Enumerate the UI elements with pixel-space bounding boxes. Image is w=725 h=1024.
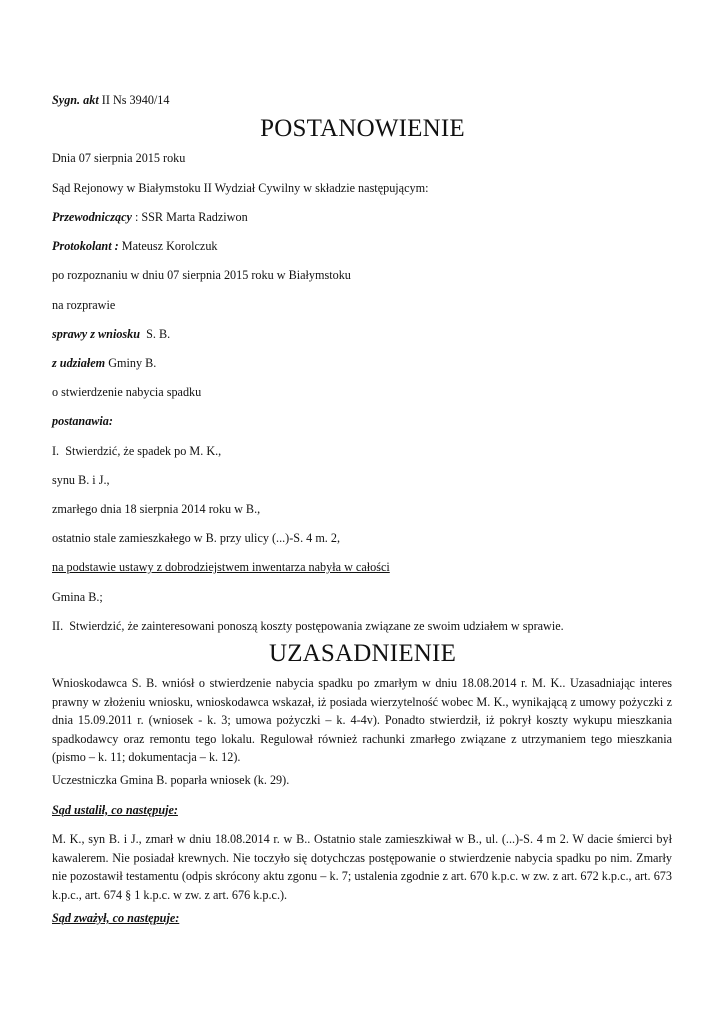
- ruling-1-line-1: I. Stwierdzić, że spadek po M. K.,: [52, 444, 222, 458]
- document-title: POSTANOWIENIE: [260, 115, 465, 142]
- ruling-1-line-5: na podstawie ustawy z dobrodziejstwem inwentarza nabyła w całości: [52, 560, 390, 574]
- subject-line: o stwierdzenie nabycia spadku: [52, 385, 202, 399]
- ruling-1-line-4: ostatnio stale zamieszkałego w B. przy ulicy (...)-S. 4 m. 2,: [52, 531, 341, 545]
- clerk-line: [52, 239, 218, 254]
- justification-paragraph-2: Uczestniczka Gmina B. poparła wniosek (k. 29).: [52, 773, 290, 787]
- case-value: S. B.: [140, 327, 171, 341]
- hearing-line: po rozpoznaniu w dniu 07 sierpnia 2015 roku w Białymstoku: [52, 268, 351, 282]
- case-line: [52, 327, 170, 342]
- chair-line: [52, 210, 248, 225]
- ruling-1-line-3: zmarłego dnia 18 sierpnia 2014 roku w B.,: [52, 502, 261, 516]
- session-line: na rozprawie: [52, 298, 116, 312]
- participant-label: z udziałem: [52, 356, 106, 370]
- findings-heading: Sąd ustalił, co następuje:: [52, 803, 178, 817]
- court-line: Sąd Rejonowy w Białymstoku II Wydział Cywilny w składzie następującym:: [52, 181, 429, 195]
- date-line: Dnia 07 sierpnia 2015 roku: [52, 151, 186, 165]
- participant-line: [52, 356, 156, 371]
- case-reference: [52, 93, 170, 108]
- decides-label: postanawia:: [52, 414, 113, 428]
- chair-label: Przewodniczący: [52, 210, 132, 224]
- case-reference-value: II Ns 3940/14: [98, 93, 170, 107]
- ruling-1-line-6: Gmina B.;: [52, 590, 103, 604]
- participant-value: Gminy B.: [105, 356, 157, 370]
- considered-heading: Sąd zważył, co następuje:: [52, 911, 180, 925]
- clerk-label: Protokolant :: [52, 239, 119, 253]
- justification-paragraph-1: Wnioskodawca S. B. wniósł o stwierdzenie nabycia spadku po zmarłym w dniu 18.08.2014 r. M. K.. Uzasadniając interes prawny w złożeniu wniosku, wnioskodawca wskazał, iż posiada wierzytelność wobec M. K., wynikającą z umowy pożyczki z dnia 15.09.2011 r. (wniosek - k. 3; umowa pożyczki – k. 4-4v). Ponadto stwierdził, iż pokrył koszty wykupu mieszkania spadkodawcy oraz remontu tego lokalu. Regulował również rachunki zmarłego związane z utrzymaniem tego mieszkania (pismo – k. 11; dokumentacja – k. 12).: [52, 676, 672, 764]
- ruling-2: II. Stwierdzić, że zainteresowani ponoszą koszty postępowania związane ze swoim udziałem w sprawie.: [52, 619, 564, 633]
- findings-paragraph: M. K., syn B. i J., zmarł w dniu 18.08.2014 r. w B.. Ostatnio stale zamieszkiwał w B., ul. (...)-S. 4 m 2. W dacie śmierci był kawalerem. Nie posiadał krewnych. Nie toczyło się dotychczas postępowanie o stwierdzenie nabycia spadku po nim. Zmarły nie pozostawił testamentu (odpis skrócony aktu zgonu – k. 7; ustalenia zgodnie z art. 670 k.p.c. w zw. z art. 672 k.p.c., art. 673 k.p.c., art. 674 § 1 k.p.c. w zw. z art. 676 k.p.c.).: [52, 832, 672, 902]
- clerk-value: Mateusz Korolczuk: [118, 239, 218, 253]
- case-label: sprawy z wniosku: [52, 327, 141, 341]
- ruling-1-line-2: synu B. i J.,: [52, 473, 110, 487]
- chair-value: : SSR Marta Radziwon: [131, 210, 248, 224]
- case-reference-label: Sygn. akt: [52, 93, 99, 107]
- justification-title: UZASADNIENIE: [268, 640, 457, 667]
